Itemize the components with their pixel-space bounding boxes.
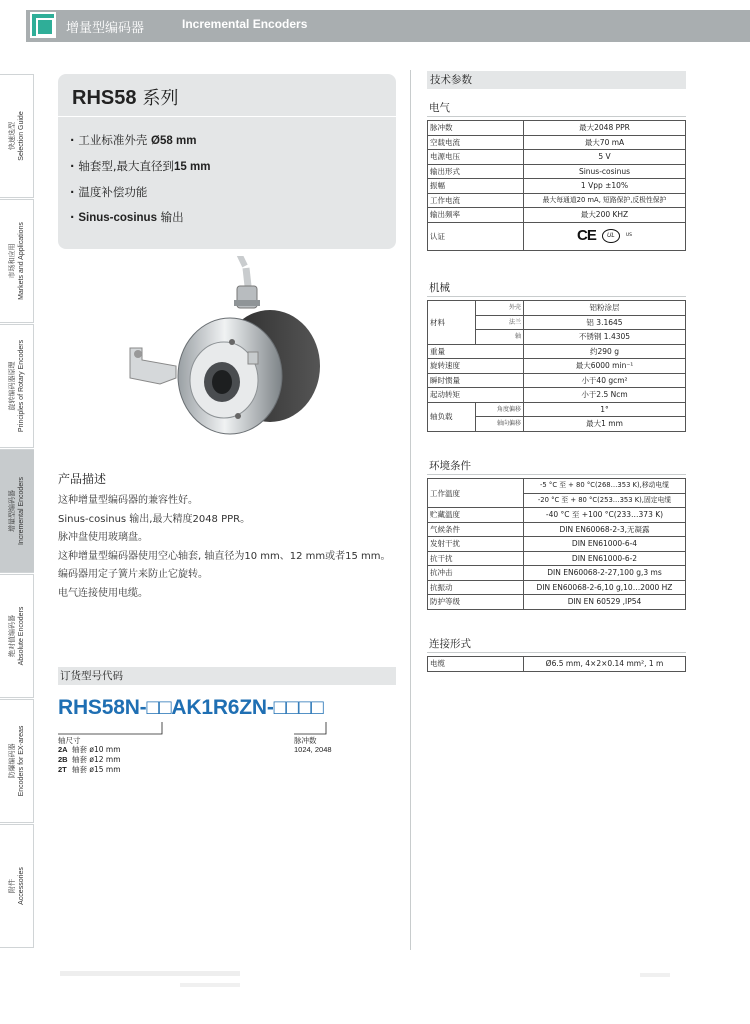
- section-rule: [427, 116, 686, 117]
- spec-key: 空载电流: [428, 135, 524, 150]
- spec-key: 瞬时惯量: [428, 373, 524, 388]
- table-row: [428, 179, 686, 194]
- faded-footer-marks: [40, 965, 720, 995]
- ppr-values: 1024, 2048: [294, 745, 332, 754]
- feature-item: [70, 205, 210, 231]
- header-title-en: Incremental Encoders: [182, 17, 308, 31]
- series-info-panel: [58, 74, 396, 249]
- table-row: [428, 566, 686, 581]
- encoder-product-image: [120, 256, 330, 446]
- connection-title: 连接形式: [429, 638, 471, 650]
- tab-incremental-encoders[interactable]: [0, 449, 34, 573]
- size-desc: 轴套 ø12 mm: [72, 755, 121, 764]
- mechanical-title: 机械: [429, 282, 450, 294]
- spec-value: 小于40 gcm²: [524, 373, 686, 388]
- order-code-callout-lines: [58, 718, 398, 748]
- size-code: 2B: [58, 755, 68, 764]
- spec-value: Sinus-cosinus: [524, 164, 686, 179]
- size-code: 2A: [58, 745, 68, 754]
- spec-key: 气候条件: [428, 522, 524, 537]
- spec-key: 起动转矩: [428, 388, 524, 403]
- tab-label-cn: 旋转编码器原理: [8, 361, 16, 411]
- spec-key: 工作电流: [428, 193, 524, 208]
- brand-logo-icon: [30, 12, 56, 38]
- title-divider: [58, 116, 396, 117]
- table-row: [428, 222, 686, 250]
- tab-ex-areas[interactable]: [0, 699, 34, 823]
- table-row: [428, 595, 686, 610]
- spec-value: 最大1 mm: [524, 417, 686, 432]
- table-row: [428, 537, 686, 552]
- spec-value: DIN EN60068-2-6,10 g,10…2000 HZ: [524, 580, 686, 595]
- table-row: [428, 164, 686, 179]
- feature-item: [70, 154, 210, 180]
- spec-value: DIN EN60068-2-3,无凝露: [524, 522, 686, 537]
- tab-label-cn: 增量型编码器: [9, 490, 16, 532]
- spec-subkey: 角度偏移: [476, 402, 524, 417]
- spec-key: 电源电压: [428, 150, 524, 165]
- spec-key: 旋转速度: [428, 359, 524, 374]
- table-row: [428, 373, 686, 388]
- spec-value: 最大70 mA: [524, 135, 686, 150]
- size-code: 2T: [58, 765, 67, 774]
- spec-key: 抗振动: [428, 580, 524, 595]
- table-row: [428, 402, 686, 417]
- table-row: [428, 301, 686, 316]
- certification-marks: [524, 222, 686, 250]
- feature-item: [70, 128, 210, 154]
- spec-key: 输出形式: [428, 164, 524, 179]
- spec-subkey: 轴向偏移: [476, 417, 524, 432]
- spec-key: 电缆: [428, 657, 524, 672]
- spec-value: -5 °C 至 + 80 °C(268…353 K),移动电缆: [524, 479, 686, 494]
- feature-bold: 15 mm: [174, 161, 211, 173]
- spec-value: DIN EN 60529 ,IP54: [524, 595, 686, 610]
- spec-value: 不锈钢 1.4305: [524, 330, 686, 345]
- table-row: [428, 551, 686, 566]
- tab-label-cn: 防爆编码器: [8, 743, 16, 779]
- table-row: [428, 193, 686, 208]
- spec-key: 输出频率: [428, 208, 524, 223]
- spec-key: 认证: [428, 222, 524, 250]
- description-line: 这种增量型编码器使用空心轴套, 轴直径为10 mm、12 mm或者15 mm。: [58, 550, 391, 562]
- spec-value: 最大2048 PPR: [524, 121, 686, 136]
- spec-value: DIN EN60068-2-27,100 g,3 ms: [524, 566, 686, 581]
- feature-item: [70, 180, 210, 205]
- tab-label-en: Markets and Applications: [17, 222, 25, 300]
- table-row: [428, 359, 686, 374]
- table-row: [428, 479, 686, 494]
- spec-key: 贮藏温度: [428, 508, 524, 523]
- spec-value: DIN EN61000-6-4: [524, 537, 686, 552]
- tab-accessories[interactable]: [0, 824, 34, 948]
- table-row: [428, 388, 686, 403]
- tab-label-en: Incremental Encoders: [18, 476, 25, 546]
- feature-text: 轴套型,最大直径到: [78, 159, 175, 173]
- tab-principles[interactable]: [0, 324, 34, 448]
- table-row: [428, 208, 686, 223]
- spec-key: 防护等级: [428, 595, 524, 610]
- description-line: 电气连接使用电缆。: [58, 587, 148, 599]
- description-line: 这种增量型编码器的兼容性好。: [58, 495, 198, 506]
- spec-key: 发射干扰: [428, 537, 524, 552]
- section-rule: [427, 652, 686, 653]
- spec-value: -40 °C 至 +100 °C(233…373 K): [524, 508, 686, 523]
- tab-selection-guide[interactable]: [0, 74, 34, 198]
- feature-text: 工业标准外壳: [78, 133, 152, 147]
- table-row: [428, 150, 686, 165]
- shaft-size-item: [58, 745, 121, 755]
- spec-key: 轴负载: [428, 402, 476, 431]
- electrical-title: 电气: [429, 102, 450, 114]
- series-name: RHS58: [72, 87, 137, 109]
- tab-absolute-encoders[interactable]: [0, 574, 34, 698]
- spec-value: 5 V: [524, 150, 686, 165]
- feature-text: 输出: [156, 210, 184, 224]
- spec-value: 1 Vpp ±10%: [524, 179, 686, 194]
- ul-mark-sub: US: [625, 233, 632, 239]
- spec-value: 铝粉涂层: [524, 301, 686, 316]
- feature-bold: Ø58 mm: [151, 135, 197, 147]
- description-title: 产品描述: [58, 472, 107, 486]
- size-desc: 轴套 ø15 mm: [72, 765, 121, 774]
- spec-value: Ø6.5 mm, 4×2×0.14 mm², 1 m: [524, 657, 686, 672]
- spec-subkey: 法兰: [476, 315, 524, 330]
- spec-value: 约290 g: [524, 344, 686, 359]
- spec-key: 脉冲数: [428, 121, 524, 136]
- table-row: [428, 121, 686, 136]
- header-title-cn: 增量型编码器: [66, 21, 145, 36]
- shaft-size-label: 轴尺寸: [58, 736, 81, 745]
- series-title: [72, 84, 178, 110]
- page-header: [0, 0, 750, 52]
- spec-key: 抗干扰: [428, 551, 524, 566]
- spec-value: 1°: [524, 402, 686, 417]
- section-rule: [427, 474, 686, 475]
- description-line: 编码器用定子簧片来防止它旋转。: [58, 569, 208, 580]
- table-row: [428, 657, 686, 672]
- order-code-title: 订货型号代码: [58, 667, 396, 685]
- tab-label-en: Absolute Encoders: [17, 606, 25, 666]
- tab-label-en: Accessories: [17, 867, 25, 905]
- spec-value: 最大6000 min⁻¹: [524, 359, 686, 374]
- tab-label-en: Principles of Rotary Encoders: [17, 339, 25, 433]
- description-line: Sinus-cosinus 输出,最大精度2048 PPR。: [58, 513, 251, 525]
- ppr-label: 脉冲数: [294, 736, 317, 745]
- tab-label-cn: 绝对值编码器: [8, 615, 16, 658]
- tab-markets-applications[interactable]: [0, 199, 34, 323]
- spec-value: 小于2.5 Ncm: [524, 388, 686, 403]
- table-row: [428, 580, 686, 595]
- table-row: [428, 522, 686, 537]
- spec-value: -20 °C 至 + 80 °C(253…353 K),固定电缆: [524, 493, 686, 508]
- tab-label-en: Selection Guide: [17, 111, 25, 161]
- ce-mark-icon: CE: [577, 227, 596, 245]
- spec-subkey: 轴: [476, 330, 524, 345]
- spec-key: 重量: [428, 344, 524, 359]
- section-tabs: [0, 74, 34, 950]
- shaft-size-list: [58, 745, 121, 775]
- series-suffix: 系列: [142, 88, 179, 109]
- spec-value: 最大每通道20 mA, 短路保护,反极性保护: [524, 193, 686, 208]
- tab-label-cn: 快速选型: [8, 122, 16, 151]
- feature-text: 温度补偿功能: [78, 185, 148, 199]
- tab-label-cn: 附件: [8, 879, 16, 894]
- electrical-table: [427, 120, 686, 251]
- section-rule: [427, 296, 686, 297]
- spec-key: 工作温度: [428, 479, 524, 508]
- ul-mark-icon: UL: [602, 229, 620, 243]
- table-row: [428, 135, 686, 150]
- description-list: [58, 492, 403, 603]
- column-divider: [410, 70, 411, 950]
- spec-key: 振幅: [428, 179, 524, 194]
- tab-label-cn: 市场和应用: [8, 243, 16, 279]
- environment-table: [427, 478, 686, 610]
- feature-list: [70, 128, 210, 231]
- size-desc: 轴套 ø10 mm: [72, 745, 121, 754]
- mechanical-table: [427, 300, 686, 432]
- connection-table: [427, 656, 686, 672]
- spec-value: 最大200 KHZ: [524, 208, 686, 223]
- spec-key: 抗冲击: [428, 566, 524, 581]
- tech-data-title: 技术参数: [427, 71, 686, 89]
- table-row: [428, 508, 686, 523]
- shaft-size-item: [58, 765, 121, 775]
- spec-value: DIN EN61000-6-2: [524, 551, 686, 566]
- feature-bold: Sinus-cosinus: [78, 212, 157, 224]
- table-row: [428, 344, 686, 359]
- shaft-size-item: [58, 755, 121, 765]
- tab-label-en: Encoders for EX-areas: [17, 725, 25, 797]
- spec-subkey: 外壳: [476, 301, 524, 316]
- environment-title: 环境条件: [429, 460, 471, 472]
- spec-value: 铝 3.1645: [524, 315, 686, 330]
- description-line: 脉冲盘使用玻璃盘。: [58, 532, 148, 543]
- order-code: RHS58N-□□AK1R6ZN-□□□□: [58, 696, 324, 719]
- spec-key: 材料: [428, 301, 476, 345]
